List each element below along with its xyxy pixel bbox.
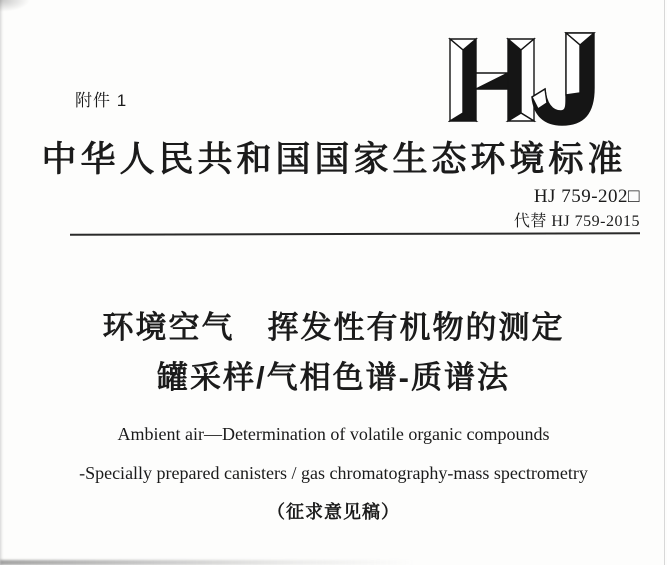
title-cn-line2: 罐采样/气相色谱-质谱法 (157, 360, 510, 395)
title-en-line1: Ambient air—Determination of volatile organic compounds (117, 424, 550, 444)
hj-logo (448, 32, 598, 126)
standard-number-block (514, 185, 640, 233)
title-cn-line1: 环境空气 挥发性有机物的测定 (102, 310, 565, 345)
scan-edge-bottom (0, 560, 414, 565)
draft-note: （征求意见稿） (267, 502, 400, 522)
standard-number: HJ 759-202□ (533, 186, 640, 207)
title-en-line2: -Specially prepared canisters / gas chromatography-mass spectrometry (79, 463, 588, 483)
standard-header-title: 中华人民共和国国家生态环境标准 (41, 140, 627, 179)
hj-logo-graphic (448, 32, 598, 126)
header-rule (70, 232, 640, 235)
replaces-note: 代替 HJ 759-2015 (513, 213, 640, 230)
scan-smudge (0, 0, 30, 12)
document-title-cn (0, 303, 667, 403)
attachment-label: 附件 1 (75, 91, 128, 110)
